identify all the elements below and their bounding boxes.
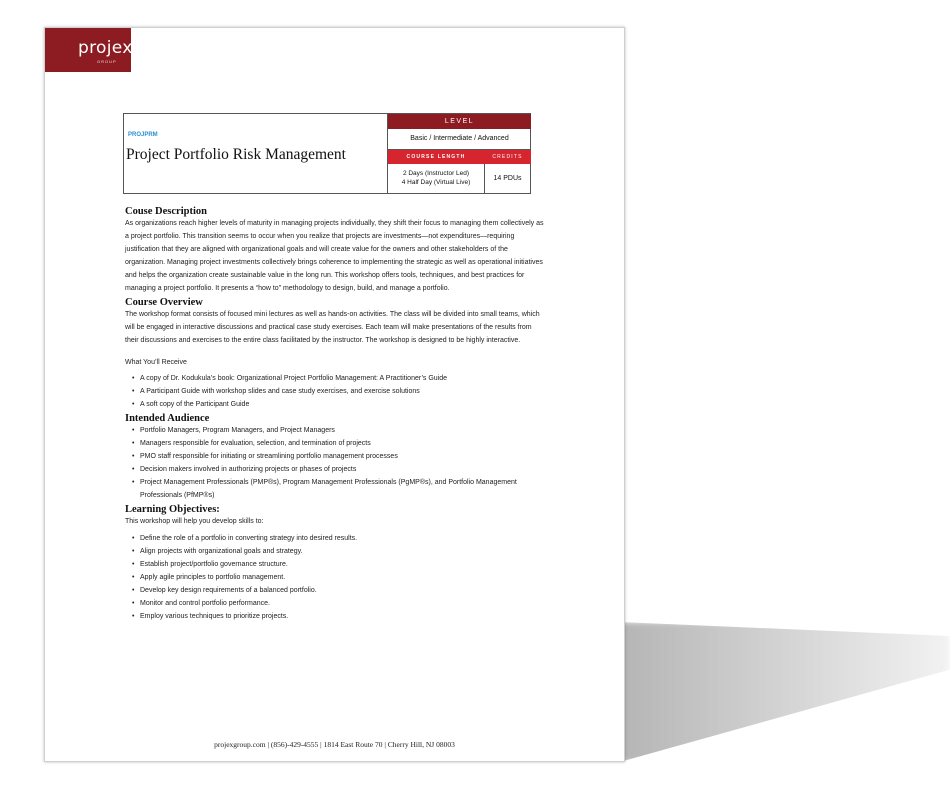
- course-meta-table: [387, 114, 531, 193]
- list-item: • A soft copy of the Participant Guide: [140, 398, 545, 411]
- level-value: Basic / Intermediate / Advanced: [388, 129, 531, 150]
- logo-subtext: GROUP: [97, 59, 117, 64]
- list-item: • Align projects with organizational goals and strategy.: [140, 545, 545, 558]
- audience-list: [125, 424, 545, 502]
- list-item: • A copy of Dr. Kodukula’s book: Organizational Project Portfolio Management: A Practitioner’s Guide: [140, 372, 545, 385]
- logo-text: projex: [78, 38, 133, 58]
- footer-contact: projexgroup.com | (856)-429-4555 | 1814 East Route 70 | Cherry Hill, NJ 08003: [214, 740, 455, 749]
- audience-section: [125, 413, 545, 502]
- receive-section: [125, 356, 545, 411]
- list-item: • Develop key design requirements of a balanced portfolio.: [140, 584, 545, 597]
- audience-heading: Intended Audience: [125, 413, 210, 424]
- objectives-section: [125, 504, 545, 623]
- description-heading: Couse Description: [125, 206, 207, 217]
- overview-heading: Course Overview: [125, 297, 203, 308]
- list-item: • Decision makers involved in authorizing projects or phases of projects: [140, 463, 545, 476]
- list-item: • Apply agile principles to portfolio management.: [140, 571, 545, 584]
- description-section: [125, 206, 545, 295]
- description-text: As organizations reach higher levels of maturity in managing projects individually, they shift their focus to managing them collectively as a project portfolio. This transition seems to occur when you realize that projects are investments—not expenditures—requiring justification that they are aligned with organizational goals and will create value for the owners and other stakeholders of the organization. Managing project investments collectively brings coherence to implementing the strategic as well as operational initiatives and helps the organization create sustainable value in the long run. This workshop offers tools, techniques, and best practices for managing a project portfolio. It presents a “how to” methodology to design, build, and manage a portfolio.: [125, 220, 544, 292]
- receive-list: [125, 372, 545, 411]
- objectives-list: [125, 532, 545, 623]
- list-item: • Portfolio Managers, Program Managers, and Project Managers: [140, 424, 545, 437]
- course-header-box: [123, 113, 531, 194]
- list-item: • PMO staff responsible for initiating or streamlining portfolio management processes: [140, 450, 545, 463]
- page-shadow: [620, 622, 950, 762]
- objectives-heading: Learning Objectives:: [125, 504, 220, 515]
- course-length-value: [388, 164, 485, 193]
- list-item: • Employ various techniques to prioritize projects.: [140, 610, 545, 623]
- level-label: LEVEL: [388, 114, 531, 129]
- overview-section: [125, 297, 545, 347]
- projex-logo: [45, 28, 131, 72]
- objectives-intro: This workshop will help you develop skills to:: [125, 518, 264, 525]
- list-item: • Project Management Professionals (PMP®s), Program Management Professionals (PgMP®s), and Portfolio Management Professionals (PfMP®s): [140, 476, 545, 502]
- overview-text: The workshop format consists of focused mini lectures as well as hands-on activities. The class will be divided into small teams, which will be engaged in interactive discussions and practical case study exercises. Each team will make presentations of the results from their discussions and exercises to the entire class facilitated by the instructor. The workshop is designed to be highly interactive.: [125, 311, 540, 344]
- list-item: • A Participant Guide with workshop slides and case study exercises, and exercise solutions: [140, 385, 545, 398]
- credits-label: CREDITS: [484, 150, 531, 164]
- document-body: [125, 206, 545, 625]
- list-item: • Define the role of a portfolio in converting strategy into desired results.: [140, 532, 545, 545]
- list-item: • Monitor and control portfolio performance.: [140, 597, 545, 610]
- document-page: [44, 27, 625, 762]
- length-line-1: 2 Days (Instructor Led): [402, 170, 470, 177]
- course-length-label: COURSE LENGTH: [388, 150, 484, 164]
- list-item: • Managers responsible for evaluation, selection, and termination of projects: [140, 437, 545, 450]
- course-code: PROJPRM: [128, 132, 158, 138]
- receive-heading: What You’ll Receive: [125, 359, 187, 366]
- list-item: • Establish project/portfolio governance structure.: [140, 558, 545, 571]
- course-title: Project Portfolio Risk Management: [126, 146, 346, 163]
- credits-value: 14 PDUs: [493, 175, 522, 182]
- length-line-2: 4 Half Day (Virtual Live): [401, 179, 471, 186]
